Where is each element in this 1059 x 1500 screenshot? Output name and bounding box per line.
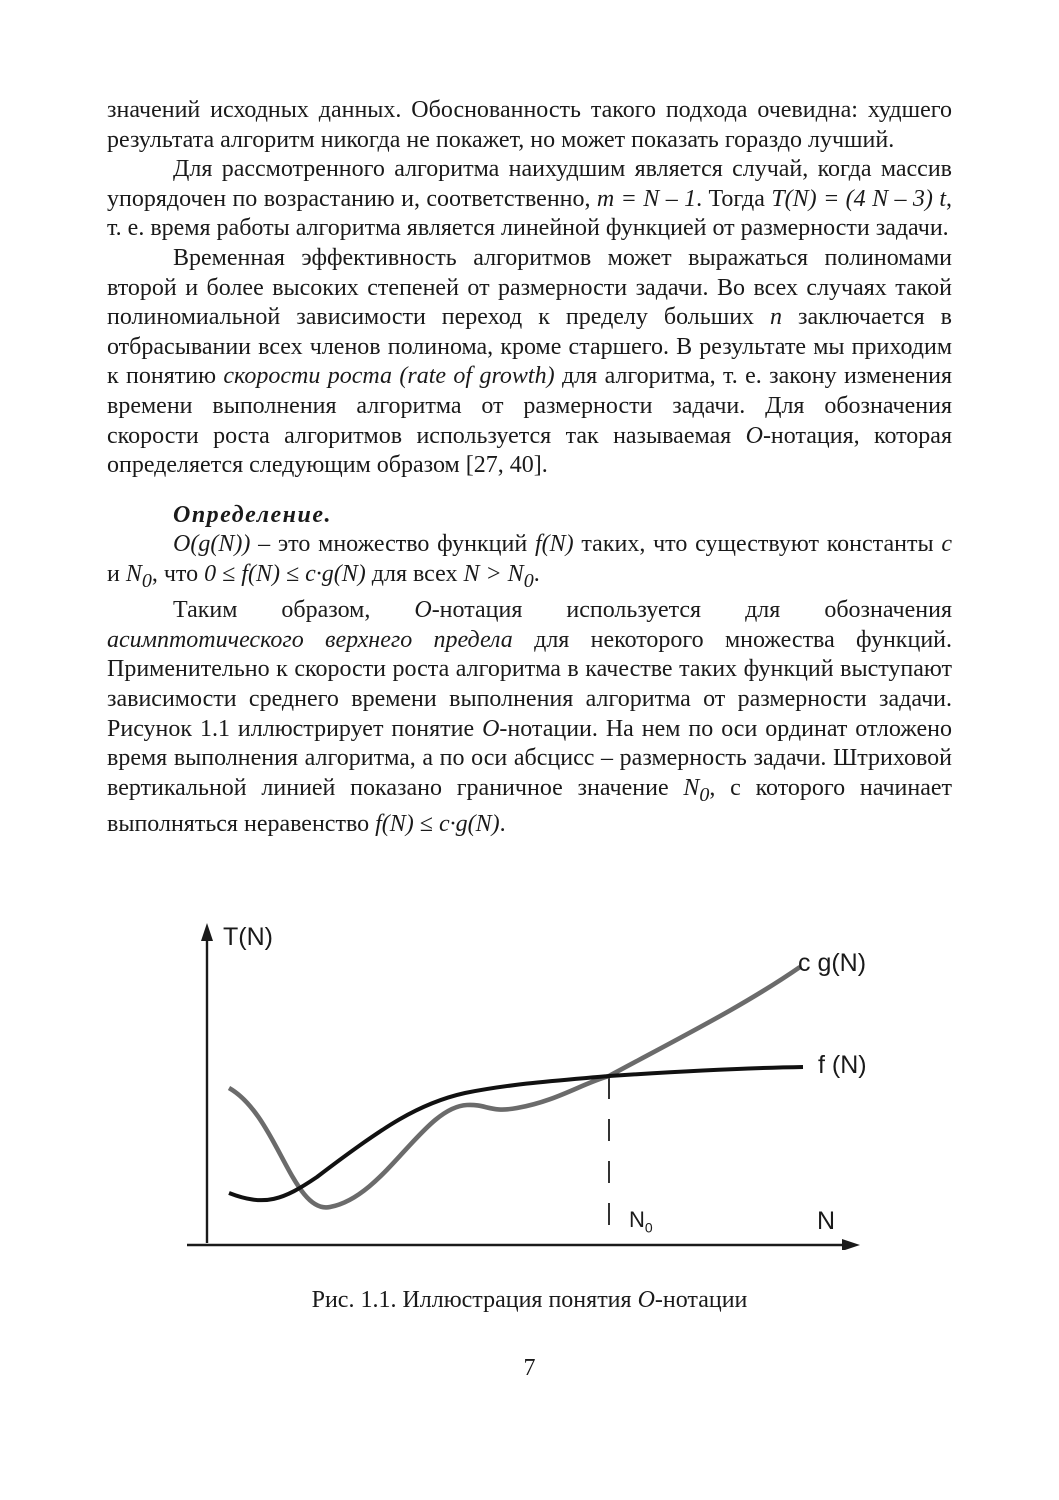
o-notation-figure xyxy=(185,915,865,1250)
page-body xyxy=(107,96,952,840)
y-axis-arrow xyxy=(201,923,213,941)
f-curve xyxy=(229,1067,803,1200)
n0-label: $N_0$ xyxy=(629,1207,653,1236)
paragraph-2: Для рассмотренного алгоритма наихудшим является случай, когда массив упорядочен по возрастанию и, соответственно, m = N – 1. Тогда T(N) = (4 N – 3) t, т. е. время работы алгоритма является линейной функцией от размерности задачи. xyxy=(107,156,952,242)
f-label: f (N) xyxy=(818,1051,867,1079)
cg-label: c g(N) xyxy=(798,949,867,977)
paragraph-4: Таким образом, O-нотация используется для обозначения асимптотического верхнего предела для некоторого множества функций. Применительно к скорости роста алгоритма в качестве таких функций выступают зависимости среднего времени выполнения алгоритма от размерности задачи. Рисунок 1.1 иллюстрирует понятие O-нотации. На нем по оси ординат отложено время выполнения алгоритма, а по оси абсцисс – размерность задачи. Штриховой вертикальной линией показано граничное значение $N_0$, с которого начинает выполняться неравенство f(N) ≤ c·g(N). xyxy=(107,597,953,838)
definition-title: Определение. xyxy=(173,501,332,528)
x-axis-label: N xyxy=(817,1207,836,1235)
y-axis-label: T(N) xyxy=(223,923,273,951)
paragraph-1: значений исходных данных. Обоснованность такого подхода очевидна: худшего результата алгоритм никогда не покажет, но может показать гораздо лучший. xyxy=(107,97,952,153)
definition-text: O(g(N)) – это множество функций f(N) таких, что существуют константы c и $N_0$, что 0 ≤ f(N) ≤ c·g(N) для всех $N > N_0$. xyxy=(107,531,952,592)
x-axis-arrow xyxy=(842,1239,860,1250)
cg-curve xyxy=(229,967,800,1207)
paragraph-3: Временная эффективность алгоритмов может выражаться полиномами второй и более высоких степеней от размерности задачи. Во всех случаях такой полиномиальной зависимости переход к пределу больших n заключается в отбрасывании всех членов полинома, кроме старшего. В результате мы приходим к понятию скорости роста (rate of growth) для алгоритма, т. е. закону изменения времени выполнения алгоритма от размерности задачи. Для обозначения скорости роста алгоритмов используется так называемая O-нотация, которая определяется следующим образом [27, 40]. xyxy=(107,244,952,479)
page-number: 7 xyxy=(523,1355,536,1381)
figure-caption: Рис. 1.1. Иллюстрация понятия O-нотации xyxy=(311,1287,748,1313)
figure-graph xyxy=(185,915,865,1250)
